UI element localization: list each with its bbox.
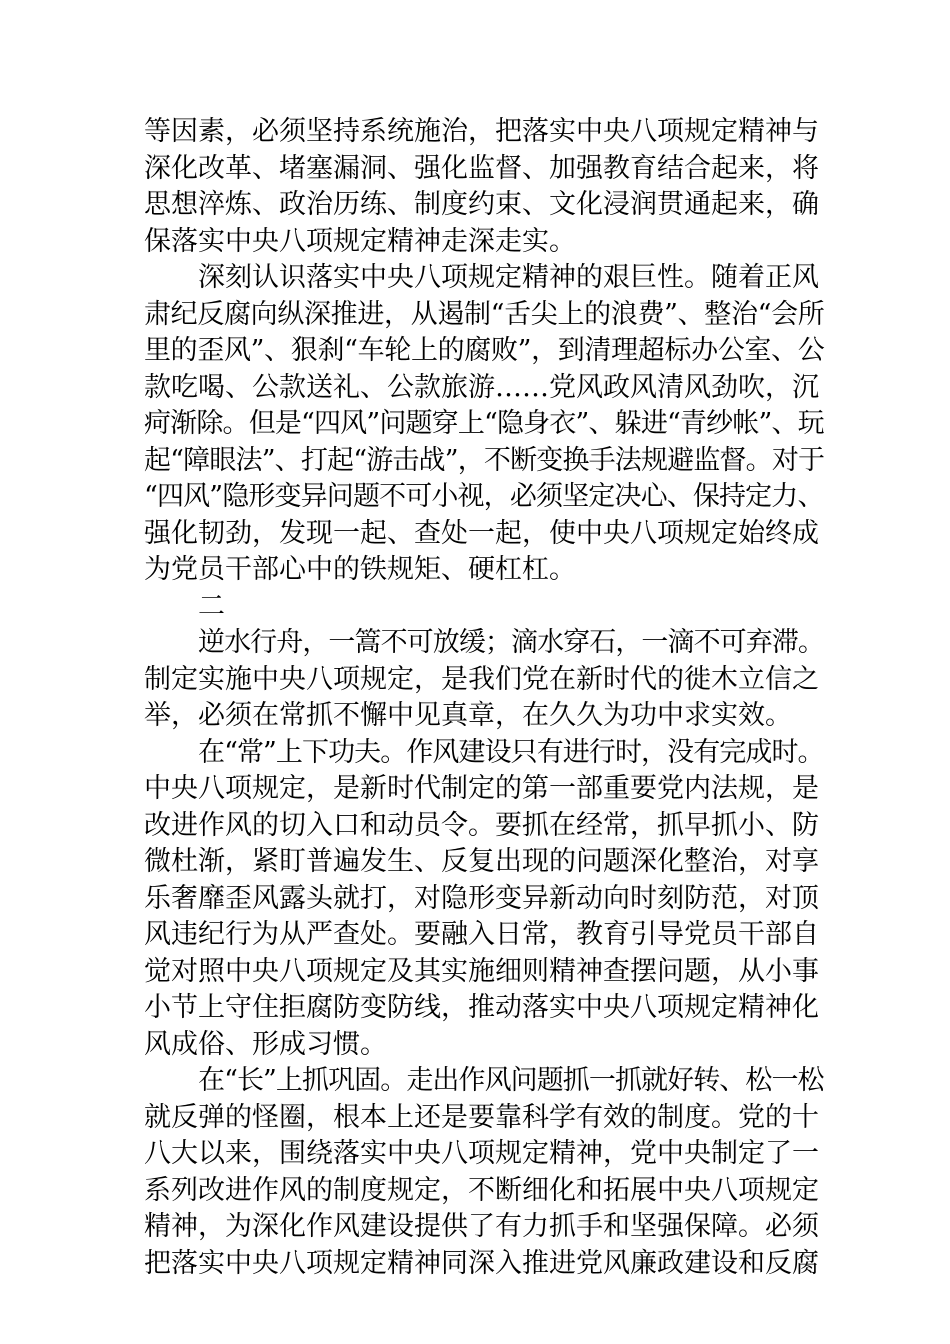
text-line: 思想淬炼、政治历练、制度约束、文化浸润贯通起来，确 — [144, 189, 819, 220]
text-line: 款吃喝、公款送礼、公款旅游……党风政风清风劲吹，沉 — [144, 371, 819, 403]
text-line: 为党员干部心中的铁规矩、硬杠杠。 — [144, 554, 576, 585]
text-line: 就反弹的怪圈，根本上还是要靠科学有效的制度。党的十 — [144, 1101, 819, 1133]
text-line: 乐奢靡歪风露头就打，对隐形变异新动向时刻防范，对顶 — [144, 882, 819, 914]
text-line: 二 — [198, 590, 225, 622]
text-line: 强化韧劲，发现一起、查处一起，使中央八项规定始终成 — [144, 517, 819, 549]
text-line: 逆水行舟，一篙不可放缓；滴水穿石，一滴不可弃滞。 — [198, 627, 824, 658]
text-line: 微杜渐，紧盯普遍发生、反复出现的问题深化整治，对享 — [144, 846, 819, 877]
text-line: 里的歪风”、狠刹“车轮上的腐败”，到清理超标办公室、公 — [144, 335, 825, 366]
text-line: 小节上守住拒腐防变防线，推动落实中央八项规定精神化 — [144, 992, 819, 1023]
text-line: 在“长”上抓巩固。走出作风问题抓一抓就好转、松一松 — [198, 1065, 824, 1096]
text-line: 等因素，必须坚持系统施治，把落实中央八项规定精神与 — [144, 116, 819, 147]
text-line: 风违纪行为从严查处。要融入日常，教育引导党员干部自 — [144, 919, 819, 950]
text-line: 保落实中央八项规定精神走深走实。 — [144, 225, 576, 257]
text-line: 八大以来，围绕落实中央八项规定精神，党中央制定了一 — [144, 1138, 819, 1169]
text-line: 制定实施中央八项规定，是我们党在新时代的徙木立信之 — [144, 663, 819, 695]
text-line: 精神，为深化作风建设提供了有力抓手和坚强保障。必须 — [144, 1211, 819, 1242]
text-line: 觉对照中央八项规定及其实施细则精神查摆问题，从小事 — [144, 955, 819, 987]
text-line: 深刻认识落实中央八项规定精神的艰巨性。随着正风 — [198, 262, 819, 293]
document-body — [144, 114, 824, 1282]
text-line: 改进作风的切入口和动员令。要抓在经常，抓早抓小、防 — [144, 809, 819, 841]
text-line: 起“障眼法”、打起“游击战”，不断变换手法规避监督。对于 — [144, 444, 825, 476]
text-line: “四风”隐形变异问题不可小视，必须坚定决心、保持定力、 — [144, 481, 824, 512]
text-line: 把落实中央八项规定精神同深入推进党风廉政建设和反腐 — [144, 1247, 819, 1279]
text-line: 举，必须在常抓不懈中见真章，在久久为功中求实效。 — [144, 700, 792, 731]
text-line: 疴渐除。但是“四风”问题穿上“隐身衣”、躲进“青纱帐”、玩 — [144, 408, 824, 439]
text-line: 深化改革、堵塞漏洞、强化监督、加强教育结合起来，将 — [144, 152, 819, 184]
text-line: 中央八项规定，是新时代制定的第一部重要党内法规，是 — [144, 773, 819, 804]
text-line: 在“常”上下功夫。作风建设只有进行时，没有完成时。 — [198, 736, 824, 768]
text-line: 肃纪反腐向纵深推进，从遏制“舌尖上的浪费”、整治“会所 — [144, 298, 825, 330]
text-line: 风成俗、形成习惯。 — [144, 1028, 387, 1060]
text-line: 系列改进作风的制度规定，不断细化和拓展中央八项规定 — [144, 1174, 819, 1206]
